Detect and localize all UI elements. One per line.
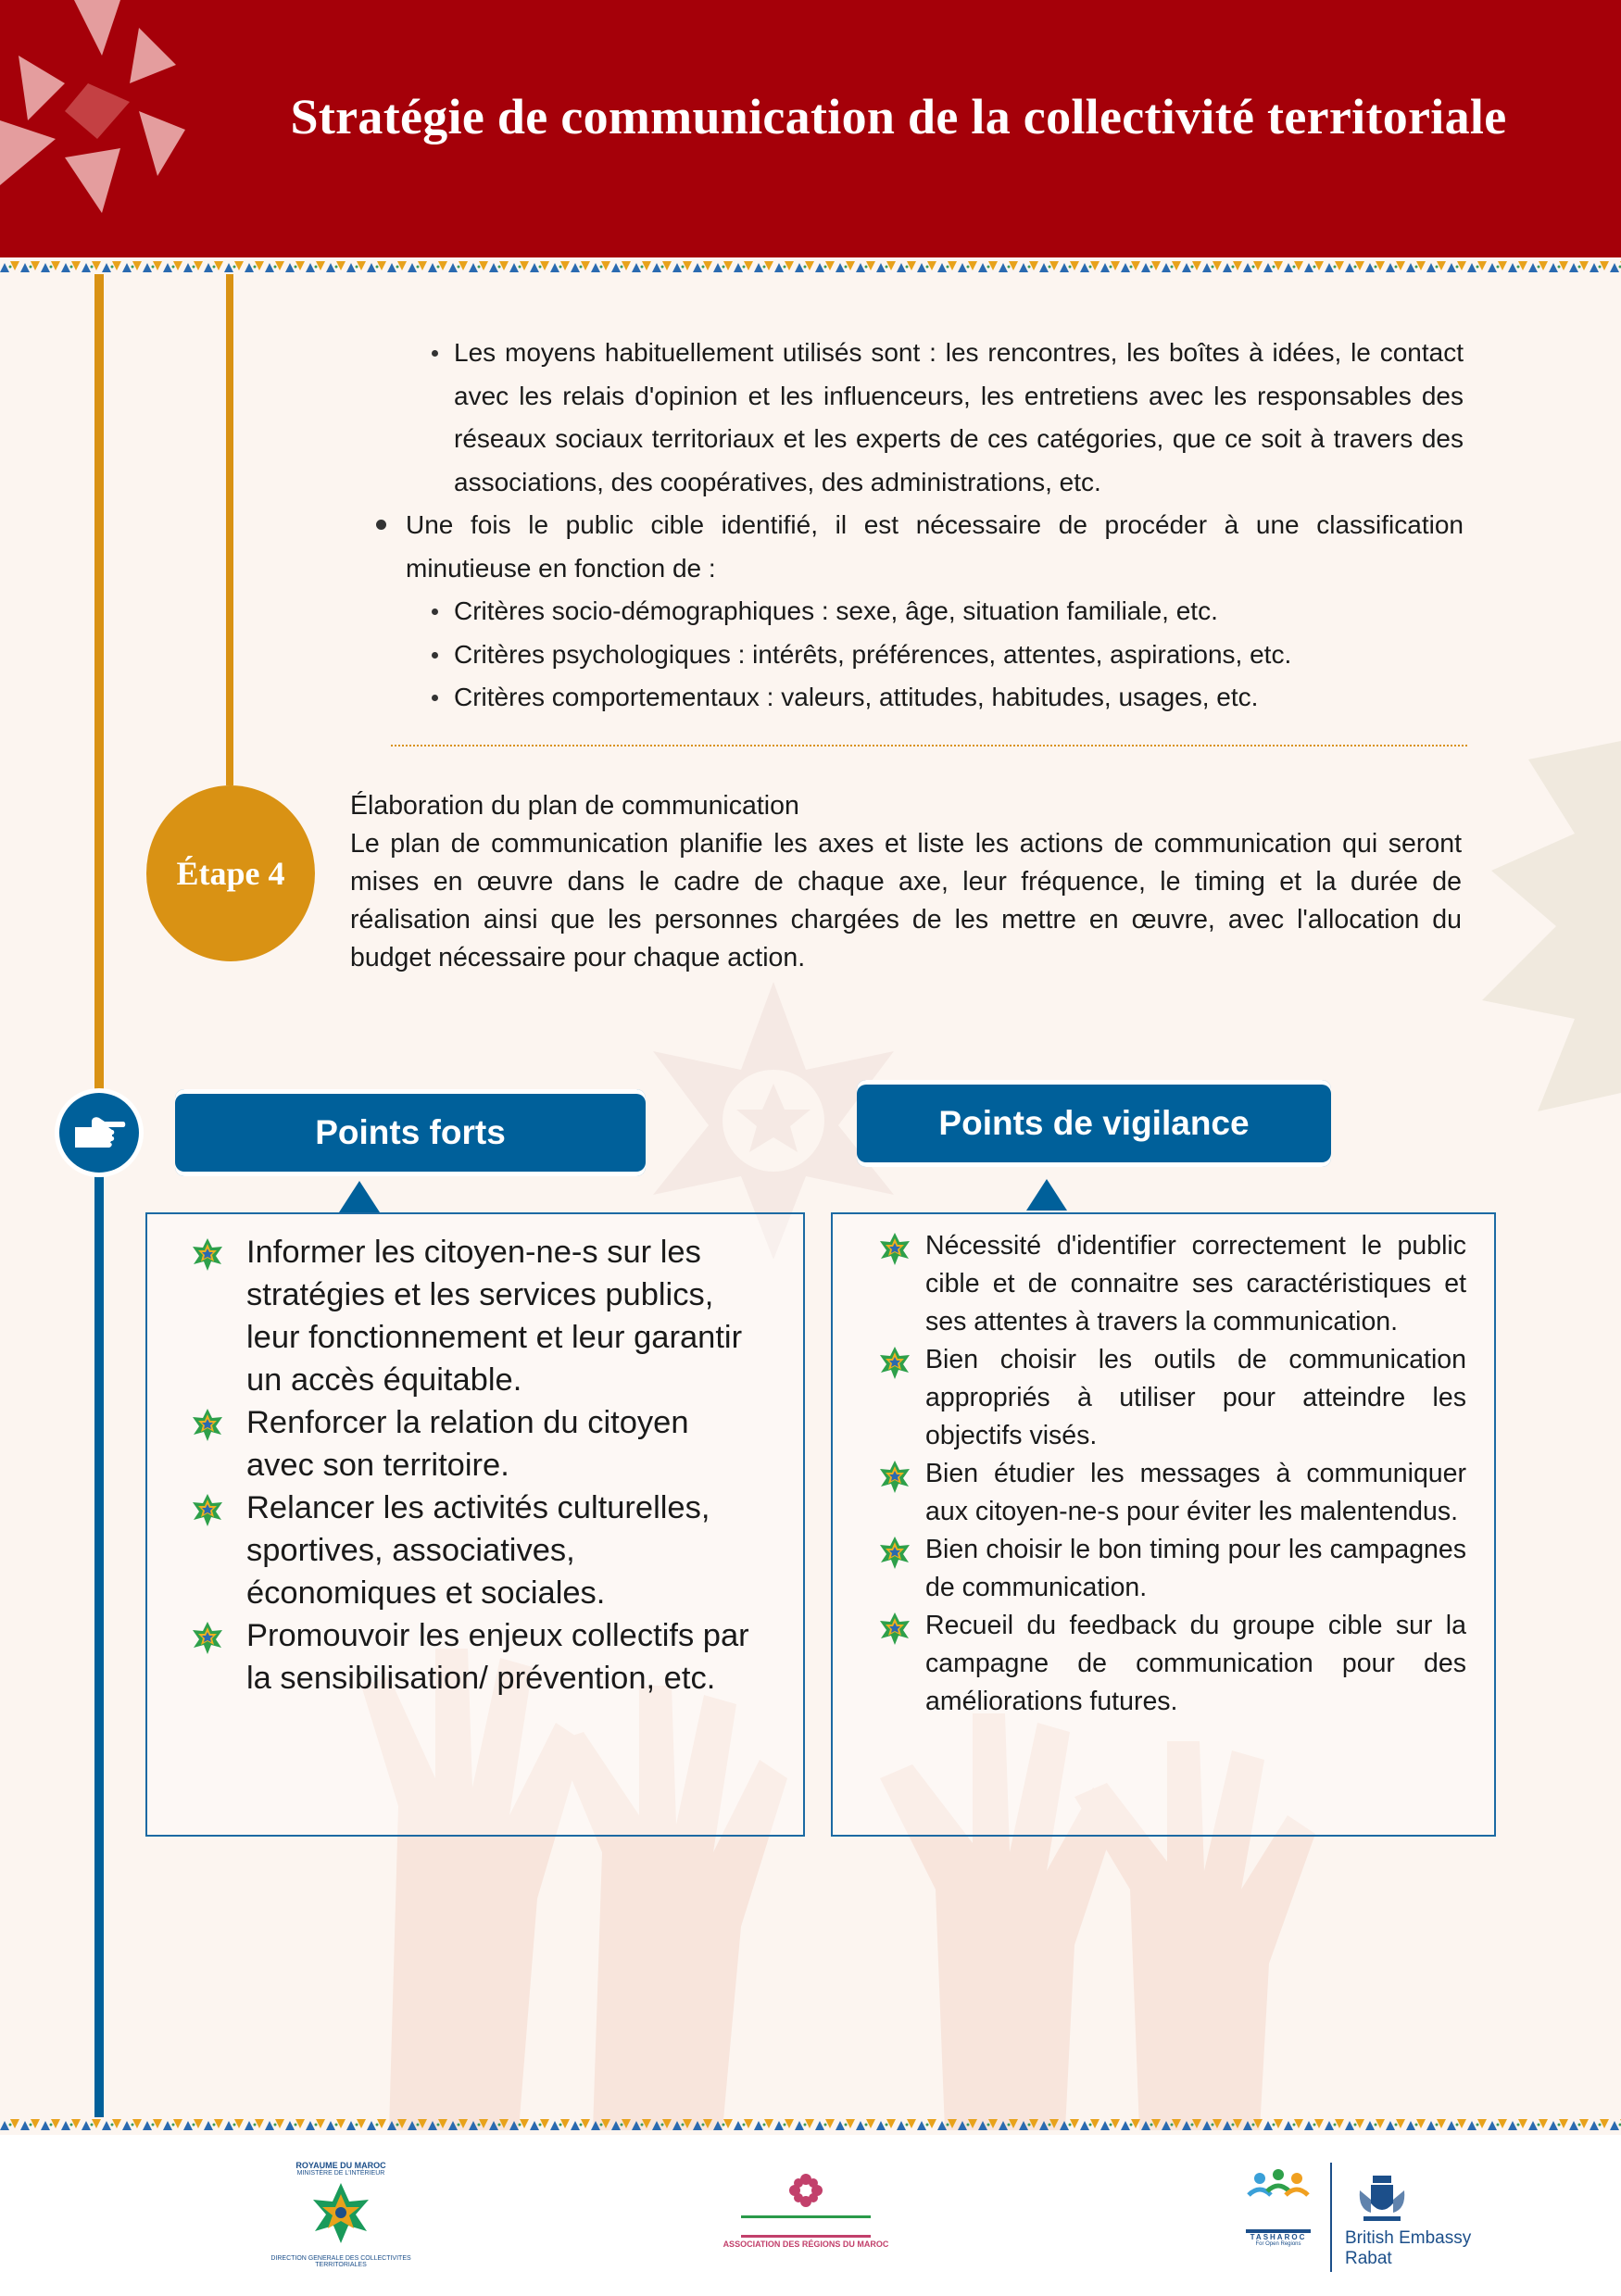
tasharoc-sub: For Open Regions bbox=[1255, 2241, 1301, 2247]
points-forts-box bbox=[145, 1212, 805, 1837]
arm-logo-text: ASSOCIATION DES RÉGIONS DU MAROC bbox=[723, 2240, 889, 2249]
dotted-divider bbox=[391, 745, 1467, 747]
arm-logo bbox=[723, 2172, 889, 2249]
star-bullet-icon bbox=[877, 1459, 912, 1505]
star-bullet-icon bbox=[190, 1492, 225, 1538]
tasharoc-people-icon bbox=[1241, 2167, 1315, 2204]
ministry-logo-bottom: DIRECTION GENERALE DES COLLECTIVITES TERRITORIALES bbox=[270, 2255, 411, 2268]
points-forts-pointer bbox=[339, 1181, 380, 1212]
hand-pointer-badge bbox=[59, 1093, 139, 1173]
etape-heading: Élaboration du plan de communication bbox=[350, 791, 799, 821]
item-text: Bien choisir les outils de communication appropriés à utiliser pour atteindre les objectifs visés. bbox=[925, 1345, 1466, 1450]
etape-badge bbox=[146, 785, 315, 961]
page-title: Stratégie de communication de la collectivité territoriale bbox=[290, 89, 1507, 144]
tasharoc-arabic-mark bbox=[1246, 2209, 1311, 2233]
etape-body: Le plan de communication planifie les axes et liste les actions de communication qui seront mises en œuvre dans le cadre de chaque axe, leur fréquence, le timing et la durée de réalisation ainsi que les personnes chargées de les mettre en œuvre, avec l'allocation du budget nécessaire pour chaque action. bbox=[350, 829, 1462, 972]
timeline-line-gold-left bbox=[94, 274, 104, 1104]
star-bullet-icon bbox=[190, 1407, 225, 1453]
star-bullet-icon bbox=[877, 1535, 912, 1581]
list-item: Critères socio-démographiques : sexe, âge, situation familiale, etc. bbox=[422, 590, 1464, 634]
etape-label: Étape 4 bbox=[176, 855, 285, 892]
tasharoc-logo bbox=[1232, 2167, 1325, 2247]
item-text: Informer les citoyen-ne-s sur les stratégies et les services publics, leur fonctionnement et leur garantir un accès équitable. bbox=[246, 1235, 743, 1398]
list-item: Critères comportementaux : valeurs, attitudes, habitudes, usages, etc. bbox=[422, 676, 1464, 720]
ministry-star-icon bbox=[304, 2180, 378, 2245]
list-item bbox=[190, 1231, 764, 1401]
list-item: Critères psychologiques : intérêts, préférences, attentes, aspirations, etc. bbox=[422, 634, 1464, 677]
footer-logo-divider bbox=[1330, 2163, 1332, 2272]
points-vigilance-pointer bbox=[1026, 1179, 1067, 1211]
etape-content bbox=[350, 787, 1462, 977]
item-text: Nécessité d'identifier correctement le public cible et de connaitre ses caractéristiques et ses attentes à travers la communication. bbox=[925, 1231, 1466, 1336]
item-text: Recueil du feedback du groupe cible sur la campagne de communication pour des améliorations futures. bbox=[925, 1611, 1466, 1716]
points-vigilance-list bbox=[877, 1227, 1466, 1721]
bottom-pattern-strip bbox=[0, 2117, 1621, 2132]
list-item bbox=[877, 1455, 1466, 1531]
embassy-line1: British Embassy bbox=[1345, 2228, 1472, 2248]
star-bullet-icon bbox=[190, 1620, 225, 1666]
ministry-logo bbox=[248, 2161, 434, 2268]
points-vigilance-box bbox=[831, 1212, 1496, 1837]
ministry-logo-sub: MINISTÈRE DE L'INTÉRIEUR bbox=[296, 2170, 385, 2177]
timeline-line-blue-left bbox=[94, 1169, 104, 2117]
top-pattern-strip bbox=[0, 259, 1621, 274]
star-bullet-icon bbox=[877, 1231, 912, 1277]
item-text: Bien étudier les messages à communiquer aux citoyen-ne-s pour éviter les malentendus. bbox=[925, 1459, 1466, 1526]
item-text: Bien choisir le bon timing pour les campagnes de communication. bbox=[925, 1535, 1466, 1602]
star-bullet-icon bbox=[877, 1611, 912, 1657]
list-item bbox=[190, 1614, 764, 1700]
item-text: Renforcer la relation du citoyen avec son territoire. bbox=[246, 1405, 689, 1483]
list-item bbox=[877, 1531, 1466, 1607]
arm-arabic-mark bbox=[741, 2215, 871, 2238]
list-item: Une fois le public cible identifié, il est nécessaire de procéder à une classification minutieuse en fonction de : bbox=[371, 504, 1464, 590]
british-embassy-logo bbox=[1345, 2172, 1493, 2269]
list-item: Les moyens habituellement utilisés sont : les rencontres, les boîtes à idées, le contact avec les relais d'opinion et les influenceurs, les entretiens avec les responsables des réseaux sociaux territoriaux et les experts de ces catégories, que ce soit à travers des associations, des coopératives, des administrations, etc. bbox=[422, 332, 1464, 504]
list-item bbox=[190, 1487, 764, 1614]
header-banner bbox=[0, 0, 1621, 257]
points-forts-banner bbox=[175, 1089, 646, 1176]
list-item bbox=[877, 1607, 1466, 1721]
arm-flower-icon bbox=[787, 2172, 824, 2209]
ministry-logo-top: ROYAUME DU MAROC bbox=[295, 2161, 386, 2170]
hand-pointer-icon bbox=[71, 1114, 127, 1151]
header-star-decoration bbox=[0, 0, 185, 257]
list-item bbox=[877, 1227, 1466, 1341]
item-text: Promouvoir les enjeux collectifs par la sensibilisation/ prévention, etc. bbox=[246, 1618, 749, 1696]
tasharoc-name: TASHAROC bbox=[1250, 2233, 1307, 2241]
timeline-line-gold-right bbox=[226, 274, 233, 785]
points-vigilance-banner bbox=[857, 1080, 1331, 1167]
list-item bbox=[877, 1341, 1466, 1455]
star-bullet-icon bbox=[877, 1345, 912, 1391]
embassy-line2: Rabat bbox=[1345, 2249, 1392, 2268]
item-text: Relancer les activités culturelles, sportives, associatives, économiques et sociales. bbox=[246, 1490, 710, 1611]
royal-crest-icon bbox=[1354, 2172, 1410, 2224]
intro-section bbox=[371, 332, 1464, 720]
list-item bbox=[190, 1401, 764, 1487]
points-forts-list bbox=[190, 1231, 764, 1700]
footer bbox=[0, 2135, 1621, 2296]
star-bullet-icon bbox=[190, 1236, 225, 1283]
points-forts-title: Points forts bbox=[315, 1113, 506, 1151]
points-vigilance-title: Points de vigilance bbox=[938, 1104, 1250, 1142]
